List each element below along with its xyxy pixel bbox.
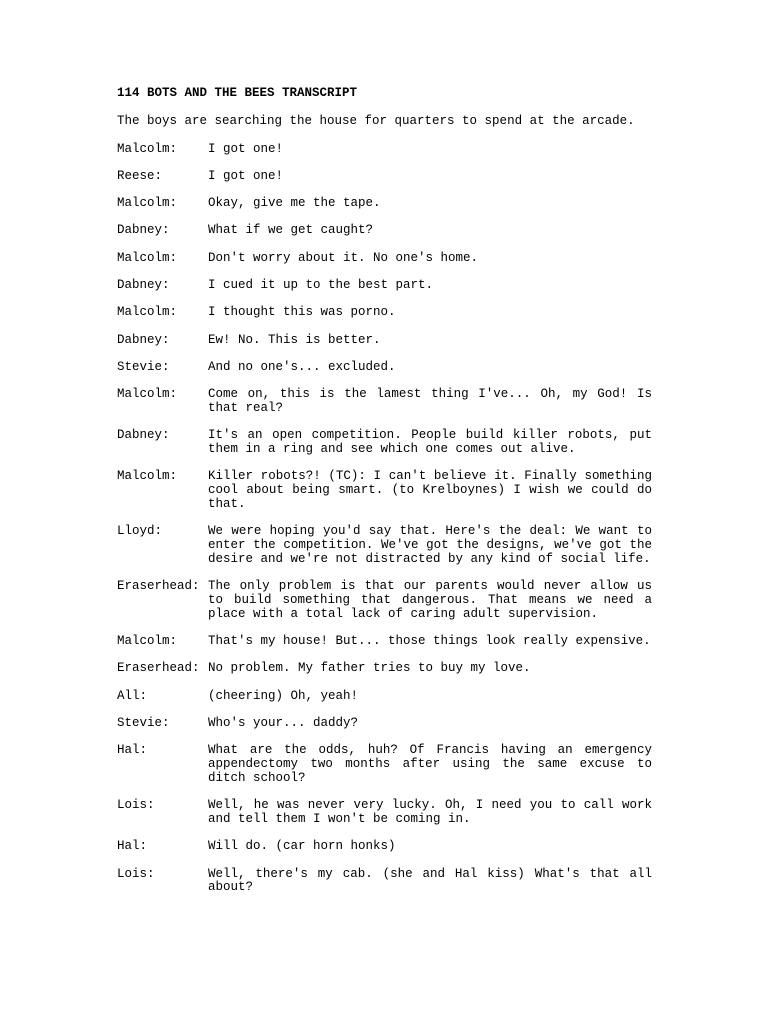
speaker-name: Hal: [117, 839, 148, 854]
speaker-name: Lois: [117, 866, 155, 881]
dialogue-text: Ew! No. This is better. [208, 332, 381, 347]
speaker-name: Eraserhead: [117, 661, 200, 676]
speaker-name: Dabney: [117, 428, 170, 443]
dialogue-entry [117, 279, 652, 293]
dialogue-text: I thought this was porno. [208, 305, 396, 320]
speaker-name: Stevie: [117, 716, 170, 731]
dialogue-text: Killer robots?! (TC): I can't believe it. Finally something cool about being smart. (to Krelboynes) I wish we could do that. [208, 469, 652, 512]
dialogue-entry [117, 744, 652, 785]
dialogue-entry [117, 662, 652, 676]
speaker-name: Dabney: [117, 332, 170, 347]
dialogue-text: Who's your... daddy? [208, 716, 359, 731]
speaker-name: Malcolm: [117, 141, 178, 156]
dialogue-text: I got one! [208, 168, 284, 183]
dialogue-text: Okay, give me the tape. [208, 196, 381, 211]
dialogue-entry [117, 306, 652, 320]
dialogue-text: I cued it up to the best part. [208, 278, 434, 293]
scene-description: The boys are searching the house for quarters to spend at the arcade. [117, 113, 635, 128]
dialogue-entry [117, 635, 652, 649]
dialogue-entry [117, 690, 652, 704]
dialogue-entry [117, 470, 652, 511]
dialogue-text: It's an open competition. People build killer robots, put them in a ring and see which one comes out alive. [208, 428, 652, 457]
speaker-name: Lois: [117, 798, 155, 813]
dialogue-entry [117, 170, 652, 184]
dialogue-list [117, 143, 652, 896]
dialogue-entry [117, 388, 652, 416]
dialogue-text: What if we get caught? [208, 223, 374, 238]
dialogue-entry [117, 799, 652, 827]
speaker-name: All: [117, 688, 148, 703]
dialogue-text: What are the odds, huh? Of Francis having an emergency appendectomy two months after using the same excuse to ditch school? [208, 743, 652, 785]
dialogue-entry [117, 717, 652, 731]
speaker-name: Hal: [117, 743, 148, 758]
transcript-title: 114 BOTS AND THE BEES TRANSCRIPT [117, 86, 358, 100]
dialogue-entry [117, 361, 652, 375]
dialogue-text: Don't worry about it. No one's home. [208, 250, 479, 265]
speaker-name: Dabney: [117, 223, 170, 238]
speaker-name: Malcolm: [117, 469, 178, 484]
dialogue-text: And no one's... excluded. [208, 359, 396, 374]
dialogue-text: I got one! [208, 141, 284, 156]
dialogue-text: We were hoping you'd say that. Here's the deal: We want to enter the competition. We've got the designs, we've got the desire and we're not distracted by any kind of social life. [208, 524, 652, 566]
speaker-name: Malcolm: [117, 305, 178, 320]
speaker-name: Malcolm: [117, 387, 178, 402]
dialogue-entry [117, 580, 652, 621]
speaker-name: Reese: [117, 168, 163, 183]
speaker-name: Lloyd: [117, 524, 163, 539]
dialogue-text: Come on, this is the lamest thing I've... Oh, my God! Is that real? [208, 387, 652, 416]
dialogue-entry [117, 525, 652, 566]
speaker-name: Malcolm: [117, 250, 178, 265]
speaker-name: Malcolm: [117, 634, 178, 649]
dialogue-text: That's my house! But... those things look really expensive. [208, 634, 651, 649]
dialogue-entry [117, 868, 652, 896]
dialogue-entry [117, 224, 652, 238]
speaker-name: Eraserhead: [117, 579, 200, 594]
dialogue-text: (cheering) Oh, yeah! [208, 688, 359, 703]
dialogue-entry [117, 840, 652, 854]
dialogue-text: Well, there's my cab. (she and Hal kiss) What's that all about? [208, 866, 652, 895]
speaker-name: Dabney: [117, 278, 170, 293]
dialogue-entry [117, 197, 652, 211]
speaker-name: Stevie: [117, 359, 170, 374]
dialogue-text: Well, he was never very lucky. Oh, I need you to call work and tell them I won't be coming in. [208, 798, 652, 826]
dialogue-entry [117, 143, 652, 157]
dialogue-text: The only problem is that our parents would never allow us to build something that dangerous. That means we need a place with a total lack of caring adult supervision. [208, 579, 652, 621]
dialogue-text: Will do. (car horn honks) [208, 839, 396, 854]
dialogue-entry [117, 252, 652, 266]
dialogue-entry [117, 334, 652, 348]
dialogue-text: No problem. My father tries to buy my love. [208, 661, 531, 676]
speaker-name: Malcolm: [117, 196, 178, 211]
dialogue-entry [117, 429, 652, 457]
